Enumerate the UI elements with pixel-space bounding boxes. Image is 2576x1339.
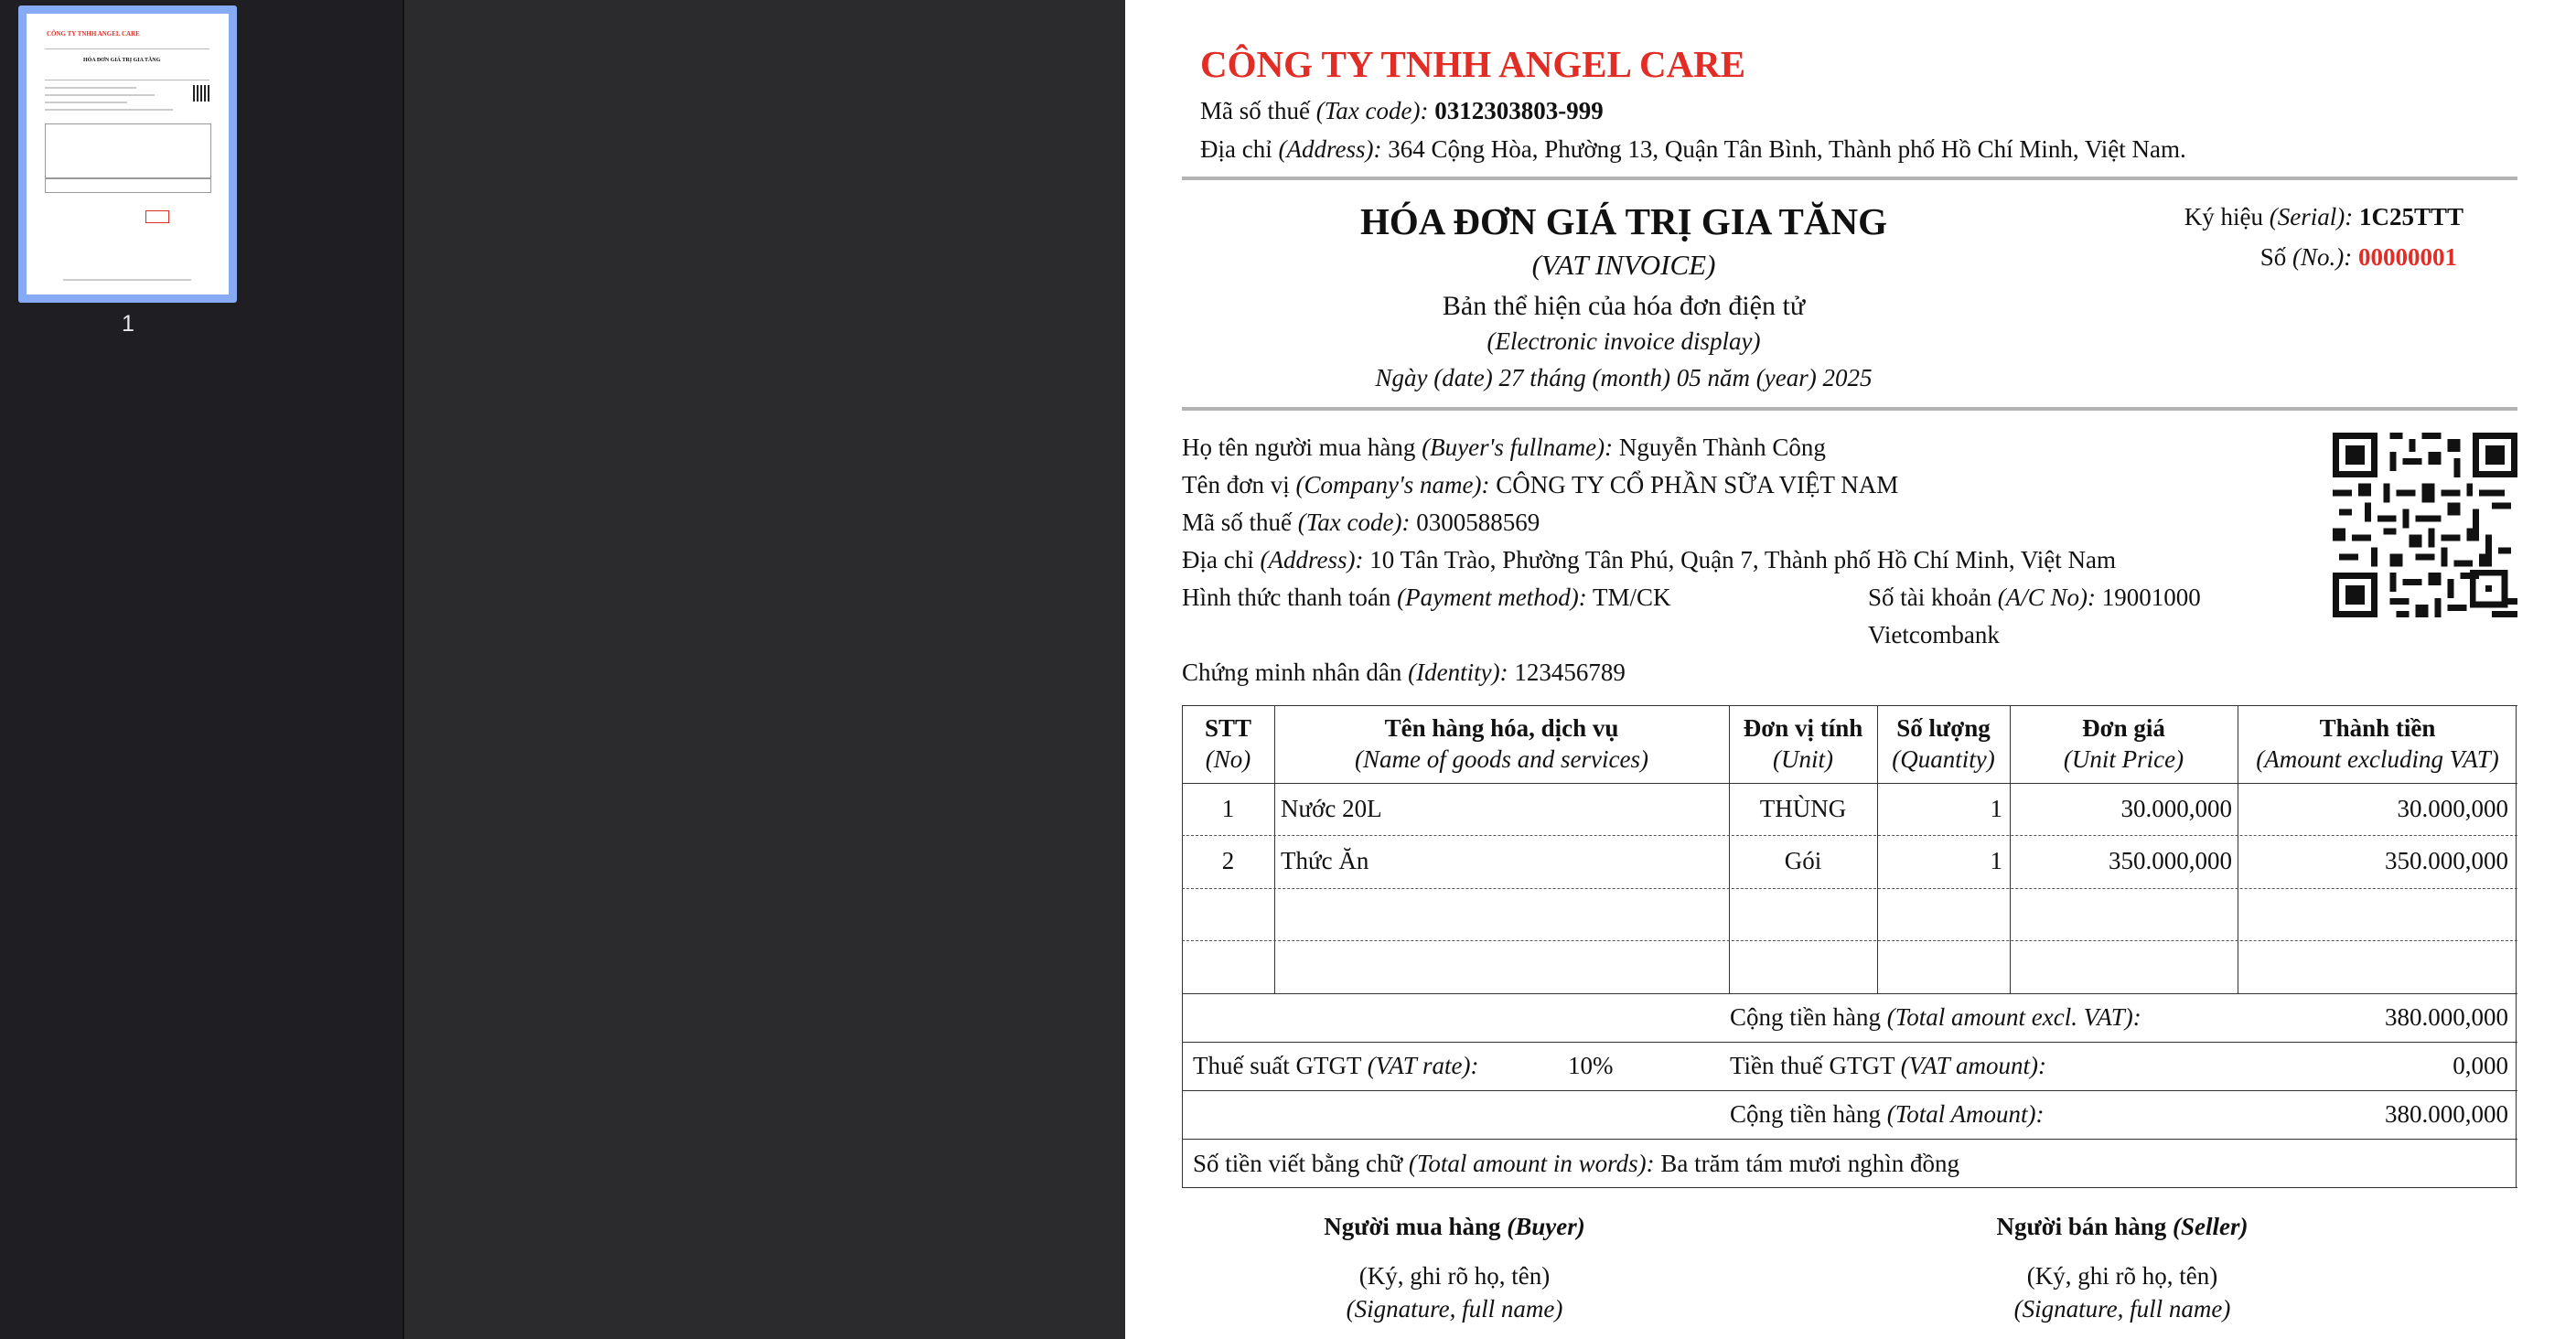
thumbnail-page-number: 1 [122, 311, 134, 337]
column-header-no: STT [1204, 714, 1252, 742]
seller-sign-note: (Ký, ghi rõ họ, tên) [2026, 1262, 2218, 1290]
buyer-sign-note: (Ký, ghi rõ họ, tên) [1358, 1262, 1551, 1290]
table-row-2-unit-price: 350.000,000 [2109, 847, 2232, 874]
buyer-company-line: Tên đơn vị (Company's name): CÔNG TY CỔ PHẦN SỮA VIỆT NAM [1182, 471, 1899, 498]
goods-table [1182, 705, 2517, 1188]
column-header-amount: Thành tiền [2319, 714, 2436, 742]
divider [1182, 407, 2517, 411]
divider [1182, 177, 2517, 180]
column-header-name-en: (Name of goods and services) [1355, 745, 1648, 773]
seller-address: 364 Cộng Hòa, Phường 13, Quận Tân Bình, Thành phố Hồ Chí Minh, Việt Nam. [1388, 135, 2186, 163]
table-row-1-name: Nước 20L [1281, 795, 1382, 822]
subtotal-label: Cộng tiền hàng (Total amount excl. VAT): [1730, 1003, 2141, 1031]
page-thumbnail-preview [27, 14, 229, 295]
total-label: Cộng tiền hàng (Total Amount): [1730, 1100, 2045, 1128]
bank-name: Vietcombank [1868, 621, 2000, 648]
vat-amount-value: 0,000 [2453, 1052, 2508, 1079]
buyer-address: 10 Tân Trào, Phường Tân Phú, Quận 7, Thành phố Hồ Chí Minh, Việt Nam [1369, 546, 2117, 573]
vat-amount-label: Tiền thuế GTGT (VAT amount): [1730, 1052, 2046, 1079]
table-row-1-unit: THÙNG [1759, 795, 1847, 822]
column-header-name: Tên hàng hóa, dịch vụ [1384, 714, 1619, 742]
identity-number: 123456789 [1514, 659, 1626, 686]
column-header-unit: Đơn vị tính [1743, 714, 1863, 742]
subtotal-value: 380.000,000 [2385, 1003, 2508, 1031]
buyer-company: CÔNG TY CỔ PHẦN SỮA VIỆT NAM [1496, 471, 1899, 498]
payment-method: TM/CK [1593, 584, 1671, 611]
buyer-sign-note-en: (Signature, full name) [1346, 1295, 1563, 1323]
document-viewer[interactable] [404, 0, 2508, 1339]
vat-rate-label: Thuế suất GTGT (VAT rate): [1193, 1052, 1479, 1079]
column-header-no-en: (No) [1205, 745, 1251, 773]
column-header-unit-price: Đơn giá [2082, 714, 2165, 742]
thumbnail-company: CÔNG TY TNHH ANGEL CARE [47, 30, 140, 37]
buyer-tax-code: 0300588569 [1416, 509, 1540, 536]
seller-tax-code-line: Mã số thuế (Tax code): 0312303803-999 [1200, 97, 1604, 124]
thumbnail-title: HÓA ĐƠN GIÁ TRỊ GIA TĂNG [83, 58, 161, 63]
total-value: 380.000,000 [2385, 1100, 2508, 1128]
table-row-2-no: 2 [1221, 847, 1235, 874]
table-row-1-quantity: 1 [1990, 795, 2002, 822]
buyer-tax-code-line: Mã số thuế (Tax code): 0300588569 [1182, 509, 1540, 536]
table-row-1-no: 1 [1221, 795, 1235, 822]
seller-sign-note-en: (Signature, full name) [2013, 1295, 2231, 1323]
table-row-1-unit-price: 30.000,000 [2120, 795, 2232, 822]
display-line: Bản thể hiện của hóa đơn điện tử [1442, 291, 1806, 321]
column-header-unit-en: (Unit) [1773, 745, 1833, 773]
table-row-1-amount: 30.000,000 [2397, 795, 2508, 822]
seller-signature-title: Người bán hàng (Seller) [1996, 1213, 2249, 1240]
payment-method-line: Hình thức thanh toán (Payment method): TM/CK [1182, 584, 1671, 611]
invoice-date: Ngày (date) 27 tháng (month) 05 năm (year) 2025 [1375, 364, 1873, 391]
buyer-fullname: Nguyễn Thành Công [1618, 434, 1826, 461]
display-line-en: (Electronic invoice display) [1487, 327, 1761, 355]
invoice-page [1125, 0, 2576, 1339]
vat-rate-value: 10% [1568, 1052, 1614, 1079]
table-row-2-amount: 350.000,000 [2385, 847, 2508, 874]
account-line: Số tài khoản (A/C No): 19001000 [1868, 584, 2201, 611]
table-row-2-unit: Gói [1784, 847, 1822, 874]
invoice-number: 00000001 [2358, 243, 2457, 271]
number-line: Số (No.): 00000001 [2259, 243, 2457, 271]
column-header-unit-price-en: (Unit Price) [2063, 745, 2184, 773]
buyer-address-line: Địa chỉ (Address): 10 Tân Trào, Phường Tân Phú, Quận 7, Thành phố Hồ Chí Minh, Việt Nam [1182, 546, 2117, 573]
seller-address-line: Địa chỉ (Address): 364 Cộng Hòa, Phường 13, Quận Tân Bình, Thành phố Hồ Chí Minh, Việt Nam. [1200, 135, 2186, 163]
account-number: 19001000 [2101, 584, 2201, 611]
amount-in-words: Ba trăm tám mươi nghìn đồng [1660, 1150, 1960, 1177]
amount-in-words-line: Số tiền viết bằng chữ (Total amount in words): Ba trăm tám mươi nghìn đồng [1193, 1150, 1960, 1177]
identity-line: Chứng minh nhân dân (Identity): 123456789 [1182, 659, 1626, 686]
invoice-title: HÓA ĐƠN GIÁ TRỊ GIA TĂNG [1359, 200, 1888, 242]
table-row-2-name: Thức Ăn [1281, 847, 1369, 874]
invoice-title-en: (VAT INVOICE) [1531, 249, 1716, 281]
serial-line: Ký hiệu (Serial): 1C25TTT [2184, 203, 2463, 230]
buyer-signature-title: Người mua hàng (Buyer) [1324, 1213, 1585, 1240]
column-header-quantity: Số lượng [1896, 714, 1991, 742]
seller-company-name: CÔNG TY TNHH ANGEL CARE [1200, 43, 1746, 85]
column-header-quantity-en: (Quantity) [1892, 745, 1995, 773]
seller-tax-code: 0312303803-999 [1434, 97, 1604, 124]
qr-code-icon [2333, 433, 2517, 617]
column-header-amount-en: (Amount excluding VAT) [2256, 745, 2499, 773]
table-row-2-quantity: 1 [1990, 847, 2002, 874]
page-thumbnail[interactable] [18, 5, 237, 303]
thumbnail-sidebar [0, 0, 404, 1339]
buyer-fullname-line: Họ tên người mua hàng (Buyer's fullname): Nguyễn Thành Công [1182, 434, 1826, 461]
serial-value: 1C25TTT [2358, 203, 2463, 230]
